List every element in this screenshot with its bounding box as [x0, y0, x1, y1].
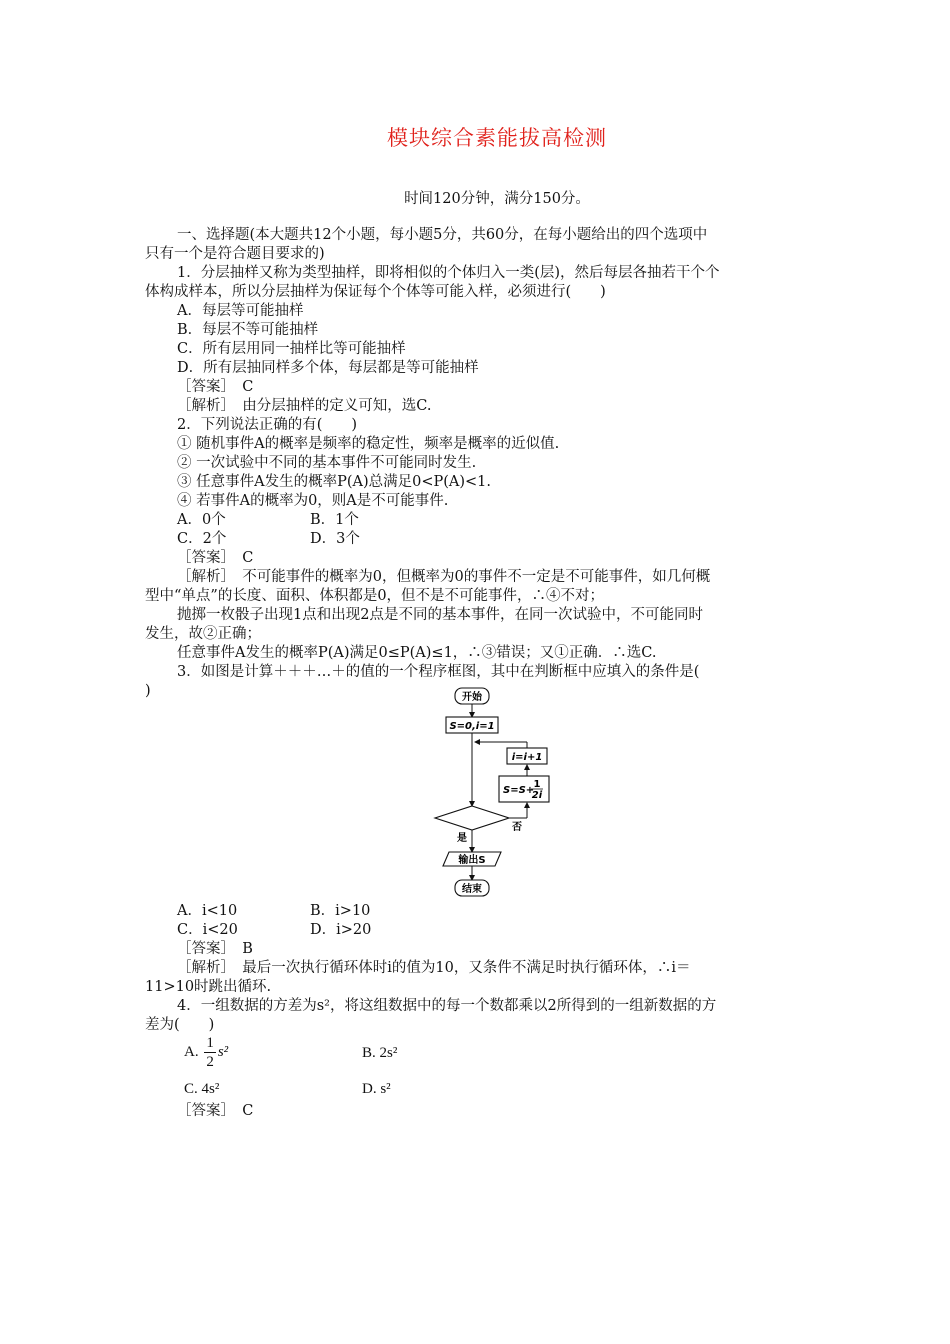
flow-no-label: 否 [512, 822, 522, 833]
q2-statement-3: ③ 任意事件A发生的概率P(A)总满足0<P(A)<1. [177, 474, 492, 490]
q1-option-c: C．所有层用同一抽样比等可能抽样 [177, 341, 406, 357]
q1-option-a: A．每层等可能抽样 [177, 303, 304, 319]
flow-decision-diamond [435, 806, 509, 830]
q4-stem-line-2: 差为( ) [145, 1017, 215, 1033]
q2-analysis-line-5: 任意事件A发生的概率P(A)满足0≤P(A)≤1，∴③错误；又①正确．∴选C. [177, 645, 657, 661]
q2-option-d: D．3个 [310, 531, 360, 547]
q1-answer: ［答案］ C [177, 379, 254, 395]
q4-option-a-denominator: 2 [206, 1054, 214, 1070]
flow-update-numerator: 1 [533, 779, 541, 790]
q4-stem-line-1: 4．一组数据的方差为s²，将这组数据中的每一个数都乘以2所得到的一组新数据的方 [177, 998, 717, 1014]
q1-option-b: B．每层不等可能抽样 [177, 322, 319, 338]
q2-stem: 2．下列说法正确的有( ) [177, 417, 358, 433]
q1-stem-line-2: 体构成样本，所以分层抽样为保证每个个体等可能入样，必须进行( ) [145, 284, 606, 300]
flow-increment-label: i=i+1 [511, 752, 543, 763]
q2-analysis-line-1: ［解析］ 不可能事件的概率为0，但概率为0的事件不一定是不可能事件，如几何概 [177, 569, 711, 585]
q3-option-a: A．i<10 [177, 903, 238, 919]
q3-option-d: D．i>20 [310, 922, 372, 938]
flow-start-label: 开始 [462, 692, 482, 703]
flow-update-prefix: S=S+ [503, 785, 535, 796]
q2-option-b: B．1个 [310, 512, 359, 528]
q1-stem-line-1: 1．分层抽样又称为类型抽样，即将相似的个体归入一类(层)，然后每层各抽若干个个 [177, 265, 720, 281]
q2-option-a: A．0个 [177, 512, 226, 528]
flow-output-label: 输出S [458, 855, 486, 866]
q2-analysis-line-4: 发生，故②正确； [145, 626, 261, 642]
q4-option-a-label: A. [184, 1043, 199, 1060]
q3-analysis-line-1: ［解析］ 最后一次执行循环体时i的值为10，又条件不满足时执行循环体，∴i＝ [177, 960, 691, 976]
q4-option-c: C. 4s² [184, 1081, 220, 1097]
q4-option-a-variable: s² [217, 1043, 229, 1060]
q3-answer: ［答案］ B [177, 941, 253, 957]
q2-analysis-line-3: 抛掷一枚骰子出现1点和出现2点是不同的基本事件，在同一次试验中，不可能同时 [177, 607, 703, 623]
section-heading-line-1: 一、选择题(本大题共12个小题，每小题5分，共60分，在每小题给出的四个选项中 [177, 227, 708, 243]
q1-analysis: ［解析］ 由分层抽样的定义可知，选C. [177, 398, 432, 414]
q1-option-d: D．所有层抽同样多个体，每层都是等可能抽样 [177, 360, 479, 376]
q4-option-d: D. s² [362, 1081, 391, 1097]
flow-init-label: S=0,i=1 [449, 721, 495, 732]
q3-option-b: B．i>10 [310, 903, 371, 919]
q4-option-b: B. 2s² [362, 1045, 398, 1061]
q2-statement-4: ④ 若事件A的概率为0，则A是不可能事件. [177, 493, 449, 509]
q4-option-a [184, 1034, 228, 1071]
flow-end-label: 结束 [462, 884, 482, 895]
flow-yes-label: 是 [457, 833, 467, 844]
q2-option-c: C．2个 [177, 531, 227, 547]
program-flowchart [425, 686, 565, 898]
exam-duration: 时间120分钟，满分150分。 [404, 191, 590, 207]
section-heading-line-2: 只有一个是符合题目要求的) [145, 246, 325, 262]
q2-statement-1: ① 随机事件A的概率是频率的稳定性，频率是概率的近似值. [177, 436, 560, 452]
q4-option-a-numerator: 1 [206, 1035, 214, 1051]
q3-analysis-line-2: 11>10时跳出循环. [145, 979, 272, 995]
q3-stem-line-2: ) [145, 683, 151, 699]
q4-option-a-fraction [204, 1034, 216, 1071]
q3-stem-line-1: 3．如图是计算＋＋＋…＋的值的一个程序框图，其中在判断框中应填入的条件是( [177, 664, 700, 680]
flow-update-denominator: 2i [531, 790, 543, 801]
q2-analysis-line-2: 型中“单点”的长度、面积、体积都是0，但不是不可能事件，∴④不对； [145, 588, 605, 604]
q3-option-c: C．i<20 [177, 922, 238, 938]
page-title: 模块综合素能拔高检测 [387, 126, 607, 150]
q2-statement-2: ② 一次试验中不同的基本事件不可能同时发生. [177, 455, 477, 471]
q4-answer: ［答案］ C [177, 1103, 254, 1119]
q2-answer: ［答案］ C [177, 550, 254, 566]
